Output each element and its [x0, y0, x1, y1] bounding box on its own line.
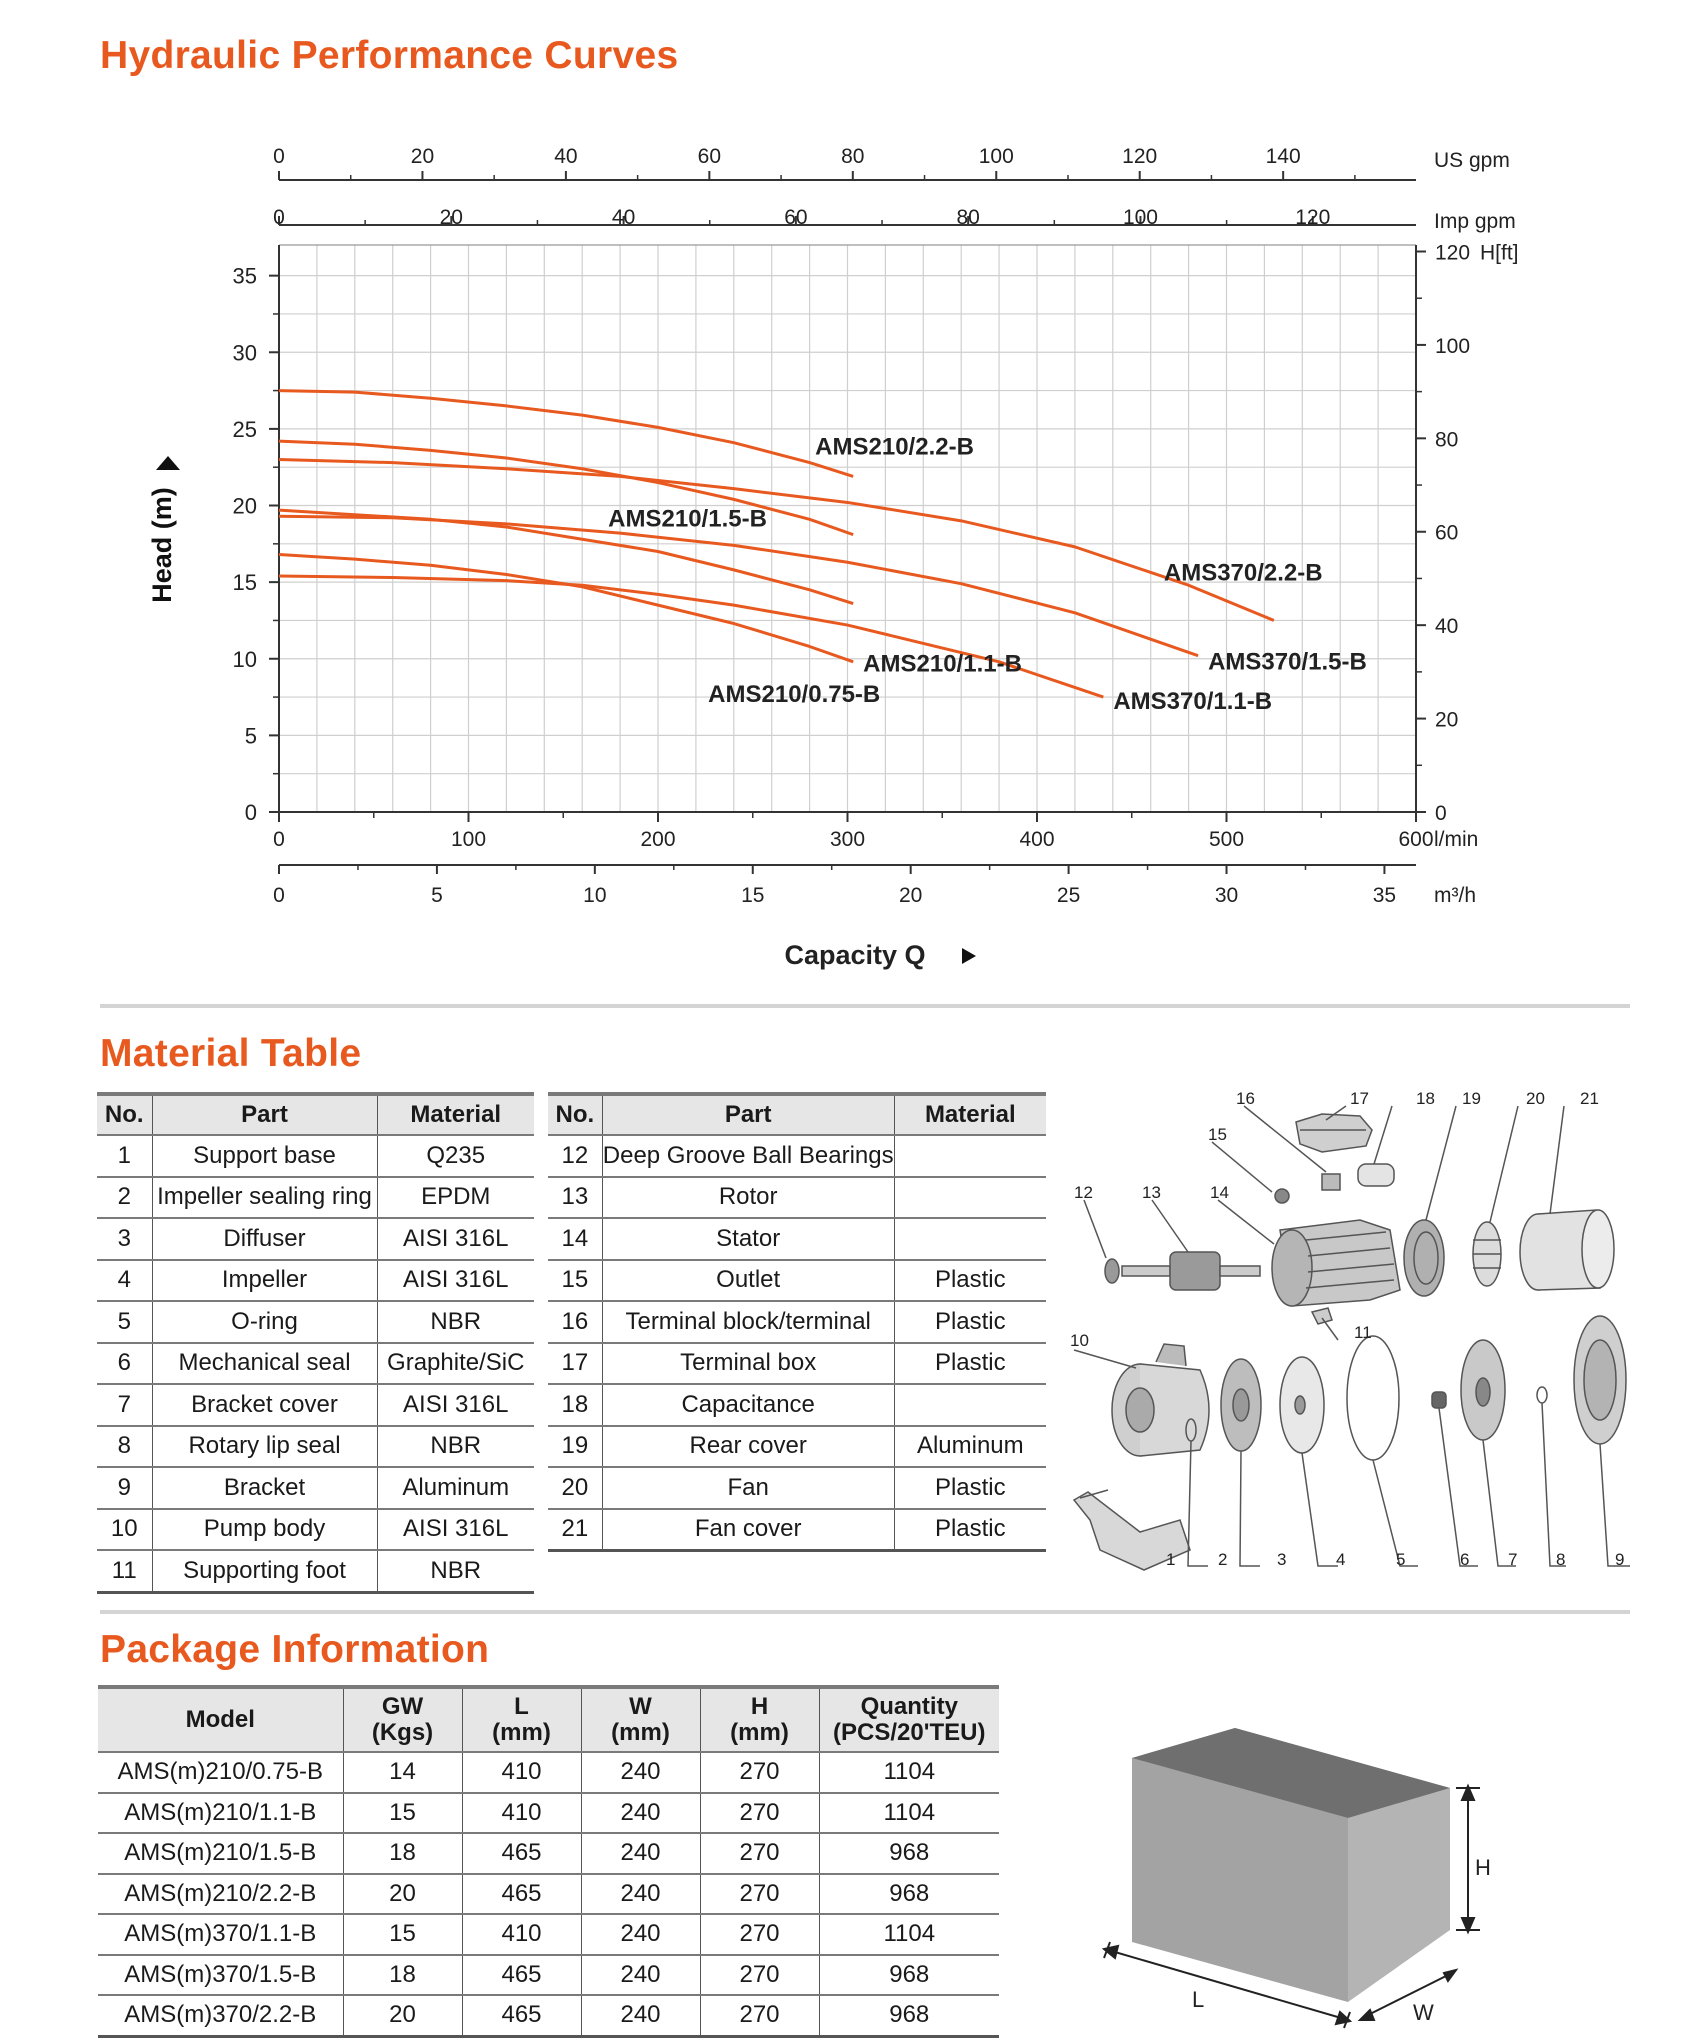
material-part: Impeller sealing ring — [152, 1177, 377, 1219]
callout-number: 14 — [1210, 1183, 1229, 1202]
callout-number: 21 — [1580, 1089, 1599, 1108]
material-row — [97, 1218, 534, 1260]
package-value: 968 — [819, 1995, 999, 2036]
material-row — [97, 1177, 534, 1219]
package-value: 270 — [700, 1995, 819, 2036]
secondary-tick-label: 40 — [554, 145, 578, 168]
package-value: 465 — [462, 1833, 581, 1874]
header-line: (mm) — [611, 1719, 670, 1746]
package-value: 1104 — [819, 1914, 999, 1955]
material-value: Plastic — [894, 1467, 1046, 1509]
package-header-cell — [98, 1687, 343, 1752]
material-no: 8 — [97, 1426, 152, 1468]
header-line: Model — [185, 1706, 255, 1733]
header-line: W — [629, 1693, 652, 1720]
secondary-tick-label: 40 — [611, 206, 636, 229]
secondary-tick-label: 40 — [1435, 615, 1459, 639]
material-value: AISI 316L — [377, 1260, 534, 1302]
callout-number: 17 — [1350, 1089, 1369, 1108]
secondary-tick-label: 35 — [1372, 884, 1397, 907]
material-row — [548, 1135, 1046, 1177]
package-value: 240 — [581, 1955, 700, 1996]
secondary-tick-label: 120 — [1435, 241, 1471, 265]
material-table-right — [548, 1092, 1046, 1552]
secondary-tick-label: 60 — [697, 145, 722, 168]
secondary-unit-label: H[ft] — [1480, 241, 1519, 265]
package-value: 1104 — [819, 1793, 999, 1834]
curves-title: Hydraulic Performance Curves — [100, 34, 679, 77]
material-left-body — [97, 1135, 534, 1592]
material-value: EPDM — [377, 1177, 534, 1219]
material-row — [548, 1343, 1046, 1385]
y-tick-label: 30 — [232, 340, 257, 366]
package-value: 968 — [819, 1874, 999, 1915]
material-value: NBR — [377, 1301, 534, 1343]
package-header-cell — [343, 1687, 462, 1752]
material-no: 9 — [97, 1467, 152, 1509]
series-line — [279, 460, 1274, 621]
series-line — [279, 555, 853, 662]
series-label: AMS210/1.1-B — [863, 650, 1022, 678]
package-value: 465 — [462, 1955, 581, 1996]
secondary-unit-label: Imp gpm — [1434, 210, 1516, 233]
material-row — [548, 1260, 1046, 1302]
package-model: AMS(m)210/0.75-B — [98, 1752, 343, 1793]
material-part: Terminal block/terminal — [602, 1301, 894, 1343]
package-value: 270 — [700, 1955, 819, 1996]
package-value: 20 — [343, 1874, 462, 1915]
series-label: AMS370/1.1-B — [1113, 688, 1273, 716]
package-value: 465 — [462, 1995, 581, 2036]
material-no: 10 — [97, 1509, 152, 1551]
box-height-label: H — [1475, 1855, 1491, 1880]
package-header-cell — [462, 1687, 581, 1752]
package-header-cell — [700, 1687, 819, 1752]
y-axis-title: Head (m) — [147, 487, 177, 603]
secondary-tick-label: 30 — [1214, 884, 1239, 907]
callout-number: 8 — [1556, 1550, 1566, 1569]
material-value: AISI 316L — [377, 1384, 534, 1426]
material-header-row — [548, 1094, 1046, 1135]
header-line: (PCS/20'TEU) — [833, 1719, 986, 1746]
material-part: Bracket — [152, 1467, 377, 1509]
header-no: No. — [548, 1094, 602, 1135]
x-tick-label: 200 — [640, 828, 676, 851]
material-part: Mechanical seal — [152, 1343, 377, 1385]
box-width-label: W — [1413, 2000, 1434, 2025]
secondary-tick-label: 0 — [273, 145, 285, 168]
package-value: 240 — [581, 1833, 700, 1874]
material-value: Aluminum — [377, 1467, 534, 1509]
section-divider — [100, 1610, 1630, 1614]
material-value: AISI 316L — [377, 1218, 534, 1260]
series-label: AMS370/2.2-B — [1163, 559, 1323, 587]
secondary-tick-label: 80 — [841, 145, 865, 168]
secondary-tick-label: 80 — [1435, 428, 1459, 452]
y-tick-label: 20 — [232, 493, 257, 519]
package-value: 20 — [343, 1995, 462, 2036]
callout-number: 5 — [1396, 1550, 1406, 1569]
material-part: Impeller — [152, 1260, 377, 1302]
material-value: Plastic — [894, 1260, 1046, 1302]
package-title: Package Information — [100, 1628, 490, 1671]
material-part: O-ring — [152, 1301, 377, 1343]
material-part: Support base — [152, 1135, 377, 1177]
material-row — [97, 1509, 534, 1551]
series-label: AMS370/1.5-B — [1208, 648, 1367, 676]
callout-number: 19 — [1462, 1089, 1481, 1108]
material-no: 6 — [97, 1343, 152, 1385]
material-part: Capacitance — [602, 1384, 894, 1426]
header-line: (mm) — [730, 1719, 789, 1746]
y-tick-label: 0 — [244, 800, 257, 825]
material-value: NBR — [377, 1426, 534, 1468]
material-right-body — [548, 1135, 1046, 1551]
performance-chart — [0, 0, 1700, 1000]
secondary-tick-label: 100 — [1435, 334, 1471, 358]
secondary-tick-label: 100 — [978, 145, 1014, 168]
header-line: L — [514, 1693, 529, 1720]
package-value: 270 — [700, 1752, 819, 1793]
header-no: No. — [97, 1094, 152, 1135]
material-part: Deep Groove Ball Bearings — [602, 1135, 894, 1177]
x-tick-label: 0 — [273, 828, 285, 851]
header-line: GW — [381, 1693, 424, 1720]
material-row — [97, 1384, 534, 1426]
secondary-tick-label: 60 — [784, 206, 808, 229]
series-line — [279, 391, 853, 477]
material-no: 2 — [97, 1177, 152, 1219]
y-tick-label: 35 — [232, 263, 257, 289]
callout-number: 13 — [1142, 1183, 1161, 1202]
material-part: Bracket cover — [152, 1384, 377, 1426]
material-no: 19 — [548, 1426, 602, 1468]
package-value: 410 — [462, 1752, 581, 1793]
header-part: Part — [152, 1094, 377, 1135]
package-row — [98, 1752, 999, 1793]
callout-number: 12 — [1074, 1183, 1093, 1202]
package-row — [98, 1914, 999, 1955]
material-value: Q235 — [377, 1135, 534, 1177]
material-no: 7 — [97, 1384, 152, 1426]
package-header-row — [98, 1687, 999, 1752]
package-header-cell — [819, 1687, 999, 1752]
secondary-tick-label: 5 — [431, 884, 443, 907]
package-model: AMS(m)370/1.1-B — [98, 1914, 343, 1955]
package-value: 968 — [819, 1955, 999, 1996]
callout-number: 2 — [1218, 1550, 1228, 1569]
package-value: 240 — [581, 1752, 700, 1793]
material-part: Supporting foot — [152, 1550, 377, 1592]
y-tick-label: 15 — [232, 570, 257, 596]
x-tick-label: 300 — [829, 828, 866, 851]
package-value: 15 — [343, 1793, 462, 1834]
y-tick-label: 10 — [232, 646, 257, 672]
material-value — [894, 1135, 1046, 1177]
material-no: 16 — [548, 1301, 602, 1343]
secondary-unit-label: m³/h — [1434, 884, 1476, 907]
material-part: Terminal box — [602, 1343, 894, 1385]
material-no: 18 — [548, 1384, 602, 1426]
secondary-tick-label: 15 — [741, 884, 765, 907]
package-value: 410 — [462, 1793, 581, 1834]
callout-number: 11 — [1354, 1323, 1372, 1342]
series-line — [279, 510, 853, 603]
material-value: Aluminum — [894, 1426, 1046, 1468]
package-value: 240 — [581, 1914, 700, 1955]
box-side-face — [1348, 1788, 1450, 2002]
package-model: AMS(m)210/1.1-B — [98, 1793, 343, 1834]
x-axis-title: Capacity Q — [784, 940, 926, 970]
callout-number: 10 — [1070, 1331, 1089, 1350]
material-no: 14 — [548, 1218, 602, 1260]
material-value: Plastic — [894, 1509, 1046, 1551]
series-label: AMS210/2.2-B — [815, 433, 974, 461]
material-value: Plastic — [894, 1343, 1046, 1385]
package-value: 14 — [343, 1752, 462, 1793]
series-line — [279, 516, 1198, 655]
package-model: AMS(m)370/2.2-B — [98, 1995, 343, 2036]
material-row — [548, 1467, 1046, 1509]
material-no: 15 — [548, 1260, 602, 1302]
y-tick-label: 25 — [232, 416, 257, 442]
material-value: AISI 316L — [377, 1509, 534, 1551]
callout-number: 18 — [1416, 1089, 1435, 1108]
material-row — [97, 1467, 534, 1509]
material-row — [97, 1260, 534, 1302]
x-unit-label: l/min — [1434, 828, 1479, 851]
material-row — [548, 1509, 1046, 1551]
material-no: 11 — [97, 1550, 152, 1592]
callout-number: 20 — [1526, 1089, 1545, 1108]
header-line: Quantity — [860, 1693, 958, 1720]
material-row — [548, 1384, 1046, 1426]
secondary-tick-label: 0 — [273, 884, 285, 907]
package-value: 410 — [462, 1914, 581, 1955]
secondary-tick-label: 140 — [1265, 145, 1301, 168]
secondary-tick-label: 0 — [1435, 802, 1447, 825]
package-value: 270 — [700, 1793, 819, 1834]
secondary-tick-label: 20 — [898, 884, 923, 907]
material-no: 5 — [97, 1301, 152, 1343]
header-part: Part — [602, 1094, 894, 1135]
package-value: 18 — [343, 1833, 462, 1874]
package-body — [98, 1752, 999, 2036]
y-axis-arrow-icon — [156, 456, 180, 470]
section-divider — [100, 1004, 1630, 1008]
material-part: Diffuser — [152, 1218, 377, 1260]
material-row — [548, 1301, 1046, 1343]
material-title: Material Table — [100, 1032, 362, 1075]
secondary-tick-label: 20 — [1435, 708, 1459, 732]
package-value: 465 — [462, 1874, 581, 1915]
material-row — [548, 1218, 1046, 1260]
material-row — [97, 1301, 534, 1343]
exploded-view-diagram — [1060, 1080, 1640, 1580]
material-part: Pump body — [152, 1509, 377, 1551]
material-part: Rear cover — [602, 1426, 894, 1468]
package-row — [98, 1955, 999, 1996]
chart-grid — [279, 245, 1416, 812]
material-value — [894, 1177, 1046, 1219]
callout-number: 6 — [1460, 1550, 1470, 1569]
secondary-tick-label: 0 — [273, 206, 285, 229]
material-no: 20 — [548, 1467, 602, 1509]
material-row — [97, 1550, 534, 1592]
material-part: Outlet — [602, 1260, 894, 1302]
package-row — [98, 1874, 999, 1915]
material-no: 3 — [97, 1218, 152, 1260]
material-value: NBR — [377, 1550, 534, 1592]
material-value: Plastic — [894, 1301, 1046, 1343]
secondary-tick-label: 80 — [956, 206, 980, 229]
secondary-tick-label: 25 — [1056, 884, 1081, 907]
package-model: AMS(m)370/1.5-B — [98, 1955, 343, 1996]
material-row — [97, 1426, 534, 1468]
material-no: 12 — [548, 1135, 602, 1177]
secondary-tick-label: 20 — [439, 206, 463, 229]
material-no: 1 — [97, 1135, 152, 1177]
package-value: 1104 — [819, 1752, 999, 1793]
material-part: Rotor — [602, 1177, 894, 1219]
secondary-tick-label: 120 — [1122, 145, 1158, 168]
y-tick-label: 5 — [244, 723, 257, 749]
material-table-left — [97, 1092, 534, 1594]
material-part: Rotary lip seal — [152, 1426, 377, 1468]
x-tick-label: 100 — [450, 828, 487, 851]
secondary-tick-label: 120 — [1295, 206, 1331, 229]
material-part: Stator — [602, 1218, 894, 1260]
series-label: AMS210/0.75-B — [708, 680, 881, 708]
material-no: 4 — [97, 1260, 152, 1302]
callout-number: 3 — [1277, 1550, 1287, 1569]
box-length-label: L — [1192, 1987, 1205, 2012]
package-value: 240 — [581, 1995, 700, 2036]
x-tick-label: 600 — [1398, 828, 1434, 851]
material-no: 17 — [548, 1343, 602, 1385]
package-header-cell — [581, 1687, 700, 1752]
callout-labels — [1070, 1089, 1624, 1569]
series-line — [279, 441, 853, 534]
package-value: 968 — [819, 1833, 999, 1874]
package-value: 240 — [581, 1874, 700, 1915]
x-tick-label: 400 — [1019, 828, 1055, 851]
secondary-unit-label: US gpm — [1434, 149, 1510, 172]
package-value: 270 — [700, 1914, 819, 1955]
callout-number: 9 — [1615, 1550, 1625, 1569]
material-row — [97, 1343, 534, 1385]
secondary-tick-label: 60 — [1435, 521, 1459, 545]
header-line: H — [750, 1693, 769, 1720]
package-model: AMS(m)210/2.2-B — [98, 1874, 343, 1915]
material-part: Fan cover — [602, 1509, 894, 1551]
package-box-diagram — [1080, 1710, 1600, 2040]
series-line — [279, 576, 1103, 697]
header-line: (Kgs) — [371, 1719, 434, 1746]
material-value — [894, 1218, 1046, 1260]
package-row — [98, 1793, 999, 1834]
package-value: 15 — [343, 1914, 462, 1955]
package-value: 270 — [700, 1833, 819, 1874]
material-no: 13 — [548, 1177, 602, 1219]
material-value: Graphite/SiC — [377, 1343, 534, 1385]
material-row — [548, 1426, 1046, 1468]
package-model: AMS(m)210/1.5-B — [98, 1833, 343, 1874]
package-table — [98, 1685, 999, 2038]
package-value: 270 — [700, 1874, 819, 1915]
callout-number: 7 — [1508, 1550, 1518, 1569]
series-label: AMS210/1.5-B — [608, 505, 767, 533]
material-row — [97, 1135, 534, 1177]
x-axis-arrow-icon — [962, 948, 976, 964]
material-row — [548, 1177, 1046, 1219]
callout-number: 1 — [1166, 1550, 1176, 1569]
callout-number: 16 — [1236, 1089, 1255, 1108]
callout-number: 15 — [1208, 1125, 1227, 1144]
x-tick-label: 500 — [1208, 828, 1245, 851]
material-header-row — [97, 1094, 534, 1135]
material-no: 21 — [548, 1509, 602, 1551]
secondary-tick-label: 20 — [410, 145, 435, 168]
header-material: Material — [894, 1094, 1046, 1135]
header-material: Material — [377, 1094, 534, 1135]
material-value — [894, 1384, 1046, 1426]
secondary-tick-label: 10 — [583, 884, 607, 907]
header-line: (mm) — [492, 1719, 551, 1746]
callout-number: 4 — [1336, 1550, 1346, 1569]
material-part: Fan — [602, 1467, 894, 1509]
package-row — [98, 1995, 999, 2036]
package-row — [98, 1833, 999, 1874]
package-value: 18 — [343, 1955, 462, 1996]
secondary-tick-label: 100 — [1122, 206, 1158, 229]
package-value: 240 — [581, 1793, 700, 1834]
